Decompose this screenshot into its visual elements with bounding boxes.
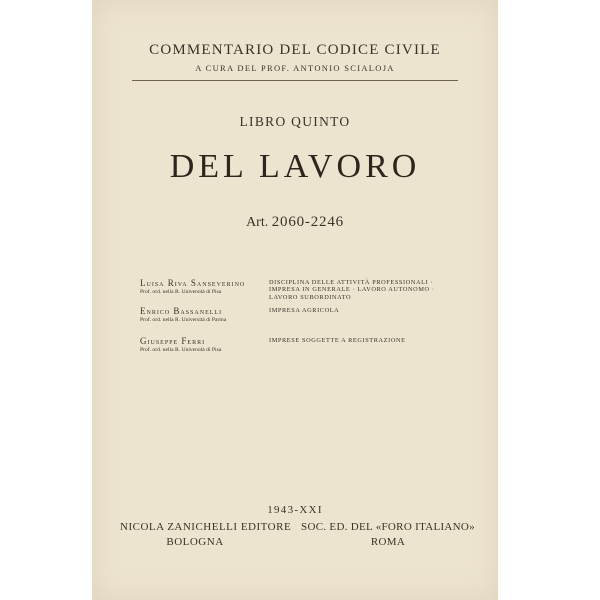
series-title: COMMENTARIO DEL CODICE CIVILE xyxy=(149,42,441,58)
title-page xyxy=(92,0,498,600)
author-subject: IMPRESA AGRICOLA xyxy=(269,307,340,314)
articles-prefix: Art. xyxy=(246,215,269,230)
header-divider xyxy=(132,80,458,81)
publisher-left xyxy=(120,520,292,550)
articles-numbers: 2060-2246 xyxy=(271,214,344,230)
series-editor: A CURA DEL PROF. ANTONIO SCIALOJA xyxy=(195,63,395,73)
publisher-name: SOC. ED. DEL «FORO ITALIANO» xyxy=(301,521,475,533)
publisher-right xyxy=(300,520,476,550)
author-name: Enrico Bassanelli xyxy=(140,306,223,316)
author-name: Giuseppe Ferri xyxy=(140,336,206,346)
author-affiliation: Prof. ord. nella R. Università di Pisa xyxy=(140,347,222,353)
publisher-city: ROMA xyxy=(370,536,406,548)
author-entry xyxy=(140,306,460,336)
author-entry xyxy=(140,278,460,306)
author-subject: IMPRESE SOGGETTE A REGISTRAZIONE xyxy=(269,337,406,344)
book-volume: LIBRO QUINTO xyxy=(239,114,351,129)
author-info xyxy=(140,306,260,323)
author-name: Luisa Riva Sanseverino xyxy=(140,278,246,288)
author-subject: DISCIPLINA DELLE ATTIVITÀ PROFESSIONALI · IMPRESA IN GENERALE · LAVORO AUTONOMO · LAVORO SUBORDINATO xyxy=(269,279,435,301)
author-affiliation: Prof. ord. nella R. Università di Pisa xyxy=(140,289,222,295)
author-info xyxy=(140,278,260,295)
publisher-city: BOLOGNA xyxy=(166,536,224,548)
authors-list xyxy=(140,278,460,358)
articles-range xyxy=(92,214,498,231)
author-info xyxy=(140,336,260,353)
publisher-name: NICOLA ZANICHELLI EDITORE xyxy=(120,521,292,533)
publication-year: 1943-XXI xyxy=(267,504,323,516)
author-entry xyxy=(140,336,460,358)
book-title: DEL LAVORO xyxy=(169,148,421,185)
author-affiliation: Prof. ord. nella R. Università di Parma xyxy=(140,317,227,323)
